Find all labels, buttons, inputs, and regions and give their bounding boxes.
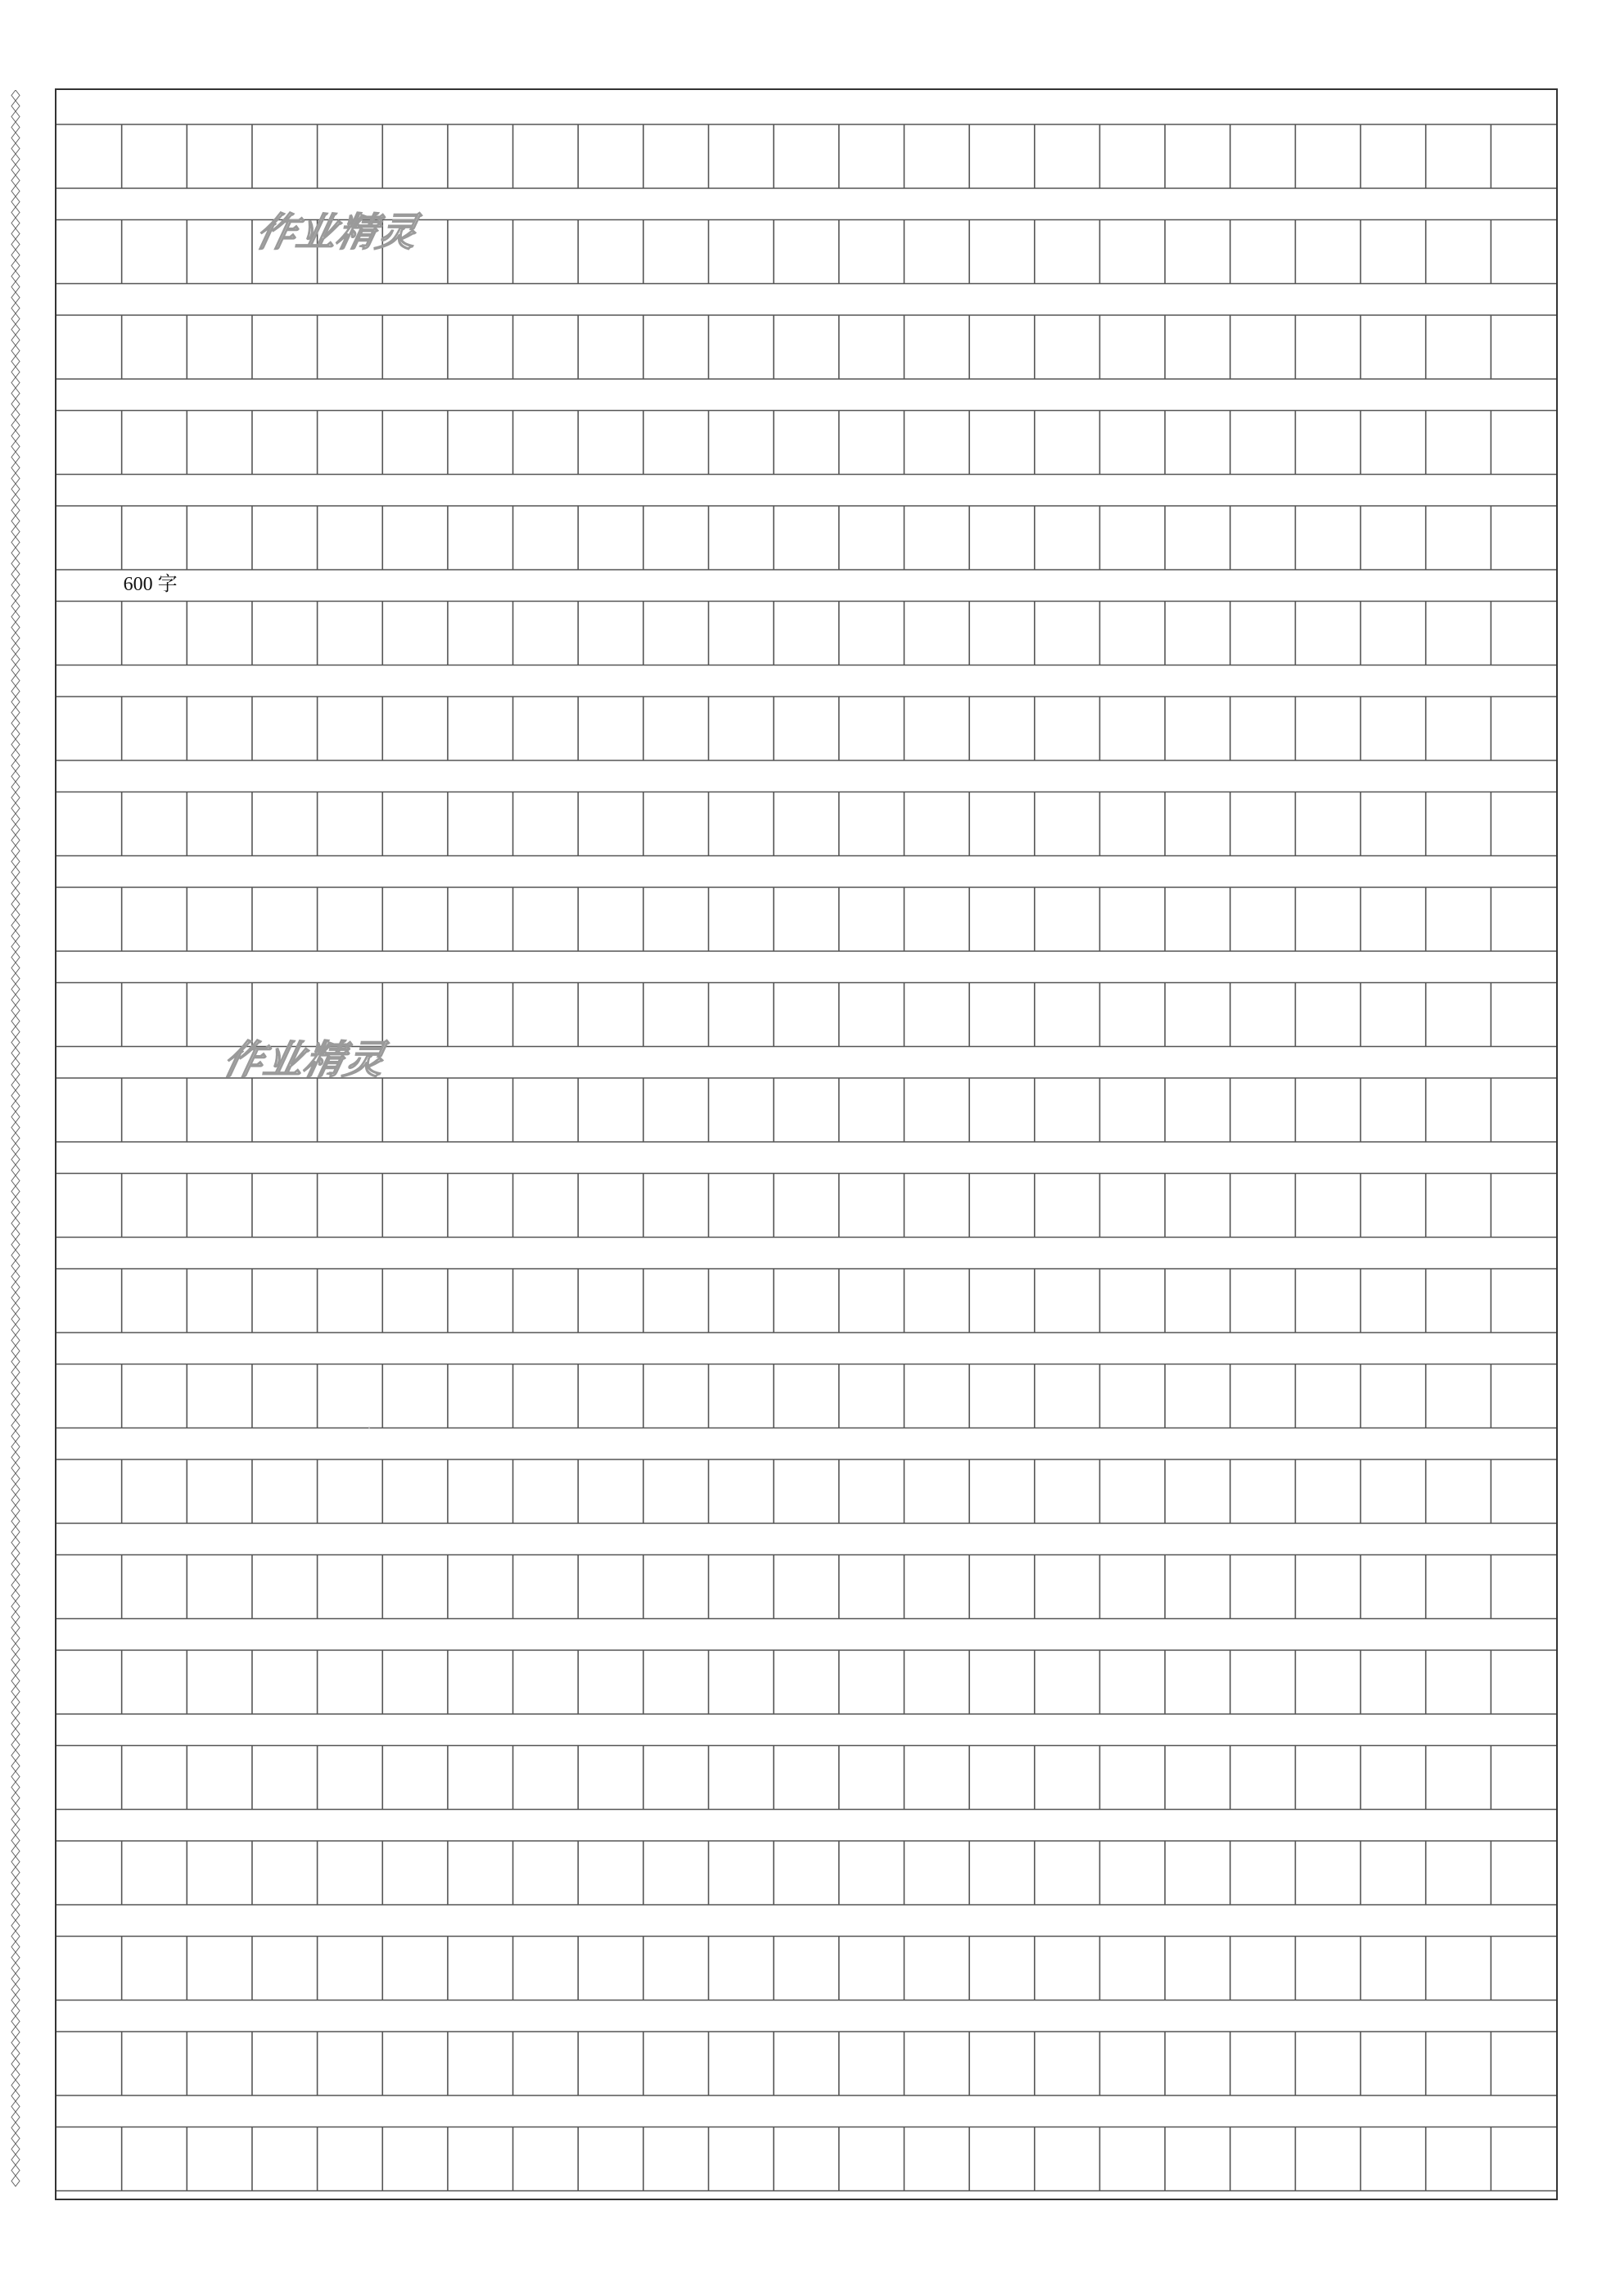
binding-diamond <box>11 2037 20 2048</box>
binding-diamond <box>11 1016 20 1026</box>
binding-diamond <box>11 1995 20 2005</box>
binding-diamond <box>11 1420 20 1431</box>
binding-diamond <box>11 271 20 282</box>
binding-diamond <box>11 1090 20 1101</box>
binding-diamond <box>11 697 20 707</box>
binding-diamond <box>11 1729 20 1739</box>
binding-diamond <box>11 1207 20 1218</box>
binding-diamond <box>11 1888 20 1899</box>
binding-diamond <box>11 133 20 143</box>
watermark-logo <box>217 1026 463 1095</box>
binding-diamond <box>11 303 20 314</box>
binding-diamond <box>11 2176 20 2186</box>
binding-diamond <box>11 1761 20 1771</box>
binding-diamond <box>11 452 20 462</box>
binding-diamond <box>11 239 20 250</box>
binding-diamond <box>11 856 20 867</box>
binding-diamond <box>11 1537 20 1548</box>
binding-diamond <box>11 1963 20 1973</box>
binding-diamond <box>11 835 20 846</box>
binding-diamond <box>11 1048 20 1058</box>
binding-diamond <box>11 750 20 760</box>
binding-diamond <box>11 1867 20 1878</box>
binding-diamond <box>11 622 20 633</box>
binding-diamond <box>11 846 20 856</box>
binding-diamond <box>11 1846 20 1856</box>
binding-diamond <box>11 1495 20 1505</box>
binding-diamond <box>11 1665 20 1676</box>
binding-diamond <box>11 558 20 569</box>
binding-diamond <box>11 1463 20 1473</box>
binding-diamond <box>11 2091 20 2101</box>
binding-diamond <box>11 1952 20 1963</box>
binding-diamond <box>11 1367 20 1378</box>
binding-diamond <box>11 1101 20 1112</box>
binding-diamond <box>11 1803 20 1814</box>
binding-diamond <box>11 2048 20 2059</box>
binding-diamond <box>11 537 20 548</box>
binding-diamond <box>11 1080 20 1090</box>
binding-diamond <box>11 601 20 611</box>
binding-diamond <box>11 175 20 186</box>
binding-diamond <box>11 1303 20 1314</box>
binding-diamond <box>11 1186 20 1197</box>
binding-diamond <box>11 484 20 494</box>
binding-diamond <box>11 1356 20 1367</box>
binding-diamond <box>11 1590 20 1601</box>
binding-diamond <box>11 2059 20 2069</box>
binding-diamond <box>11 718 20 728</box>
binding-diamond <box>11 143 20 154</box>
binding-diamond <box>11 111 20 122</box>
binding-diamond <box>11 973 20 984</box>
binding-diamond <box>11 1612 20 1622</box>
binding-diamond <box>11 1250 20 1261</box>
scan-speck <box>368 1427 370 1428</box>
binding-diamond <box>11 1942 20 1952</box>
binding-diamond <box>11 1314 20 1324</box>
binding-diamond <box>11 1058 20 1069</box>
binding-diamond <box>11 367 20 377</box>
binding-diamond <box>11 250 20 260</box>
binding-diamond <box>11 782 20 792</box>
binding-diamond <box>11 1569 20 1580</box>
binding-diamond <box>11 526 20 537</box>
binding-diamond <box>11 814 20 824</box>
binding-diamond <box>11 1856 20 1867</box>
binding-diamond <box>11 1229 20 1239</box>
binding-diamond <box>11 909 20 920</box>
binding-diamond <box>11 707 20 718</box>
binding-diamond <box>11 462 20 473</box>
binding-edge-decoration <box>10 90 21 2194</box>
binding-diamond <box>11 1718 20 1729</box>
binding-diamond <box>11 920 20 931</box>
binding-diamond <box>11 803 20 814</box>
binding-diamond <box>11 218 20 228</box>
binding-diamond <box>11 984 20 995</box>
binding-diamond <box>11 356 20 367</box>
binding-diamond <box>11 420 20 431</box>
binding-diamond <box>11 1644 20 1654</box>
binding-diamond <box>11 2080 20 2091</box>
binding-diamond <box>11 611 20 622</box>
binding-diamond <box>11 1261 20 1271</box>
watermark-text: 作业精灵 <box>252 210 422 255</box>
binding-diamond <box>11 1122 20 1133</box>
binding-diamond <box>11 1984 20 1995</box>
binding-diamond <box>11 1973 20 1984</box>
binding-diamond <box>11 2154 20 2165</box>
binding-diamond <box>11 941 20 952</box>
binding-diamond <box>11 409 20 420</box>
binding-diamond <box>11 963 20 973</box>
binding-diamond <box>11 314 20 324</box>
binding-diamond <box>11 1335 20 1346</box>
binding-diamond <box>11 431 20 441</box>
binding-diamond <box>11 1622 20 1633</box>
binding-diamond <box>11 165 20 175</box>
binding-diamond <box>11 494 20 505</box>
binding-diamond <box>11 899 20 909</box>
composition-sheet <box>55 88 1558 2200</box>
binding-diamond <box>11 186 20 196</box>
binding-diamond <box>11 1835 20 1846</box>
binding-diamond <box>11 867 20 877</box>
binding-diamond <box>11 260 20 271</box>
binding-diamond <box>11 1899 20 1910</box>
binding-diamond <box>11 1069 20 1080</box>
binding-diamond <box>11 1239 20 1250</box>
binding-diamond <box>11 516 20 526</box>
binding-diamond <box>11 399 20 409</box>
binding-diamond <box>11 122 20 133</box>
binding-diamond <box>11 1346 20 1356</box>
binding-diamond <box>11 1473 20 1484</box>
binding-diamond <box>11 739 20 750</box>
binding-diamond <box>11 1697 20 1707</box>
binding-diamond <box>11 1920 20 1931</box>
binding-diamond <box>11 154 20 165</box>
watermark-text: 作业精灵 <box>219 1037 390 1083</box>
binding-diamond <box>11 2016 20 2027</box>
binding-diamond <box>11 792 20 803</box>
binding-diamond <box>11 1814 20 1825</box>
binding-diamond <box>11 548 20 558</box>
binding-diamond <box>11 1654 20 1665</box>
binding-diamond <box>11 643 20 654</box>
binding-diamond <box>11 1175 20 1186</box>
binding-diamond <box>11 1143 20 1154</box>
binding-diamond <box>11 207 20 218</box>
binding-diamond <box>11 1739 20 1750</box>
binding-diamond <box>11 1878 20 1888</box>
binding-diamond <box>11 2133 20 2144</box>
binding-diamond <box>11 1516 20 1527</box>
binding-diamond <box>11 877 20 888</box>
binding-diamond <box>11 2122 20 2133</box>
binding-diamond <box>11 1782 20 1793</box>
binding-diamond <box>11 952 20 963</box>
binding-diamond <box>11 654 20 665</box>
binding-diamond <box>11 441 20 452</box>
binding-diamond <box>11 196 20 207</box>
binding-diamond <box>11 888 20 899</box>
binding-diamond <box>11 1676 20 1686</box>
binding-diamond <box>11 1825 20 1835</box>
binding-diamond <box>11 90 20 101</box>
binding-diamond <box>11 1484 20 1495</box>
binding-diamond <box>11 2005 20 2016</box>
binding-diamond <box>11 345 20 356</box>
binding-diamond <box>11 931 20 941</box>
binding-diamond <box>11 1165 20 1175</box>
binding-diamond <box>11 1410 20 1420</box>
binding-diamond <box>11 1324 20 1335</box>
binding-diamond <box>11 1548 20 1558</box>
binding-diamond <box>11 675 20 686</box>
binding-diamond <box>11 1282 20 1292</box>
binding-diamond <box>11 1431 20 1441</box>
binding-diamond <box>11 665 20 675</box>
binding-diamond <box>11 1527 20 1537</box>
binding-diamond <box>11 1388 20 1399</box>
binding-diamond <box>11 1686 20 1697</box>
binding-diamond <box>11 1441 20 1452</box>
binding-diamond <box>11 335 20 345</box>
binding-diamond <box>11 1218 20 1229</box>
binding-diamond <box>11 1601 20 1612</box>
binding-diamond <box>11 1558 20 1569</box>
binding-diamond <box>11 1771 20 1782</box>
binding-diamond <box>11 282 20 292</box>
binding-diamond <box>11 1005 20 1016</box>
binding-diamond <box>11 2101 20 2112</box>
binding-diamond <box>11 1931 20 1942</box>
binding-diamond <box>11 824 20 835</box>
binding-diamond <box>11 1292 20 1303</box>
binding-diamond <box>11 505 20 516</box>
binding-diamond <box>11 228 20 239</box>
binding-diamond <box>11 388 20 399</box>
binding-diamond <box>11 292 20 303</box>
binding-diamond <box>11 1707 20 1718</box>
binding-diamond <box>11 1750 20 1761</box>
binding-diamond <box>11 1399 20 1410</box>
binding-diamond <box>11 1452 20 1463</box>
binding-diamond <box>11 1580 20 1590</box>
binding-diamond <box>11 1633 20 1644</box>
binding-diamond <box>11 569 20 580</box>
binding-diamond <box>11 324 20 335</box>
binding-diamond <box>11 1133 20 1143</box>
binding-diamond <box>11 771 20 782</box>
binding-diamond <box>11 377 20 388</box>
binding-diamond <box>11 473 20 484</box>
binding-diamond <box>11 2144 20 2154</box>
binding-diamond <box>11 1197 20 1207</box>
word-count-marker: 600 字 <box>123 574 178 595</box>
binding-diamond <box>11 686 20 697</box>
binding-diamond <box>11 1154 20 1165</box>
binding-diamond <box>11 2027 20 2037</box>
binding-diamond <box>11 1037 20 1048</box>
binding-diamond <box>11 728 20 739</box>
binding-diamond <box>11 1793 20 1803</box>
binding-diamond <box>11 1505 20 1516</box>
binding-diamond <box>11 590 20 601</box>
writing-grid <box>56 90 1556 2199</box>
binding-diamond <box>11 1026 20 1037</box>
binding-diamond <box>11 1378 20 1388</box>
watermark-logo <box>250 198 512 268</box>
binding-diamond <box>11 1271 20 1282</box>
binding-diamond <box>11 2165 20 2176</box>
binding-diamond <box>11 2069 20 2080</box>
binding-diamond <box>11 2112 20 2122</box>
binding-diamond <box>11 633 20 643</box>
binding-diamond <box>11 760 20 771</box>
binding-diamond <box>11 580 20 590</box>
binding-diamond <box>11 1112 20 1122</box>
binding-diamond <box>11 995 20 1005</box>
binding-diamond <box>11 101 20 111</box>
binding-diamond <box>11 1910 20 1920</box>
